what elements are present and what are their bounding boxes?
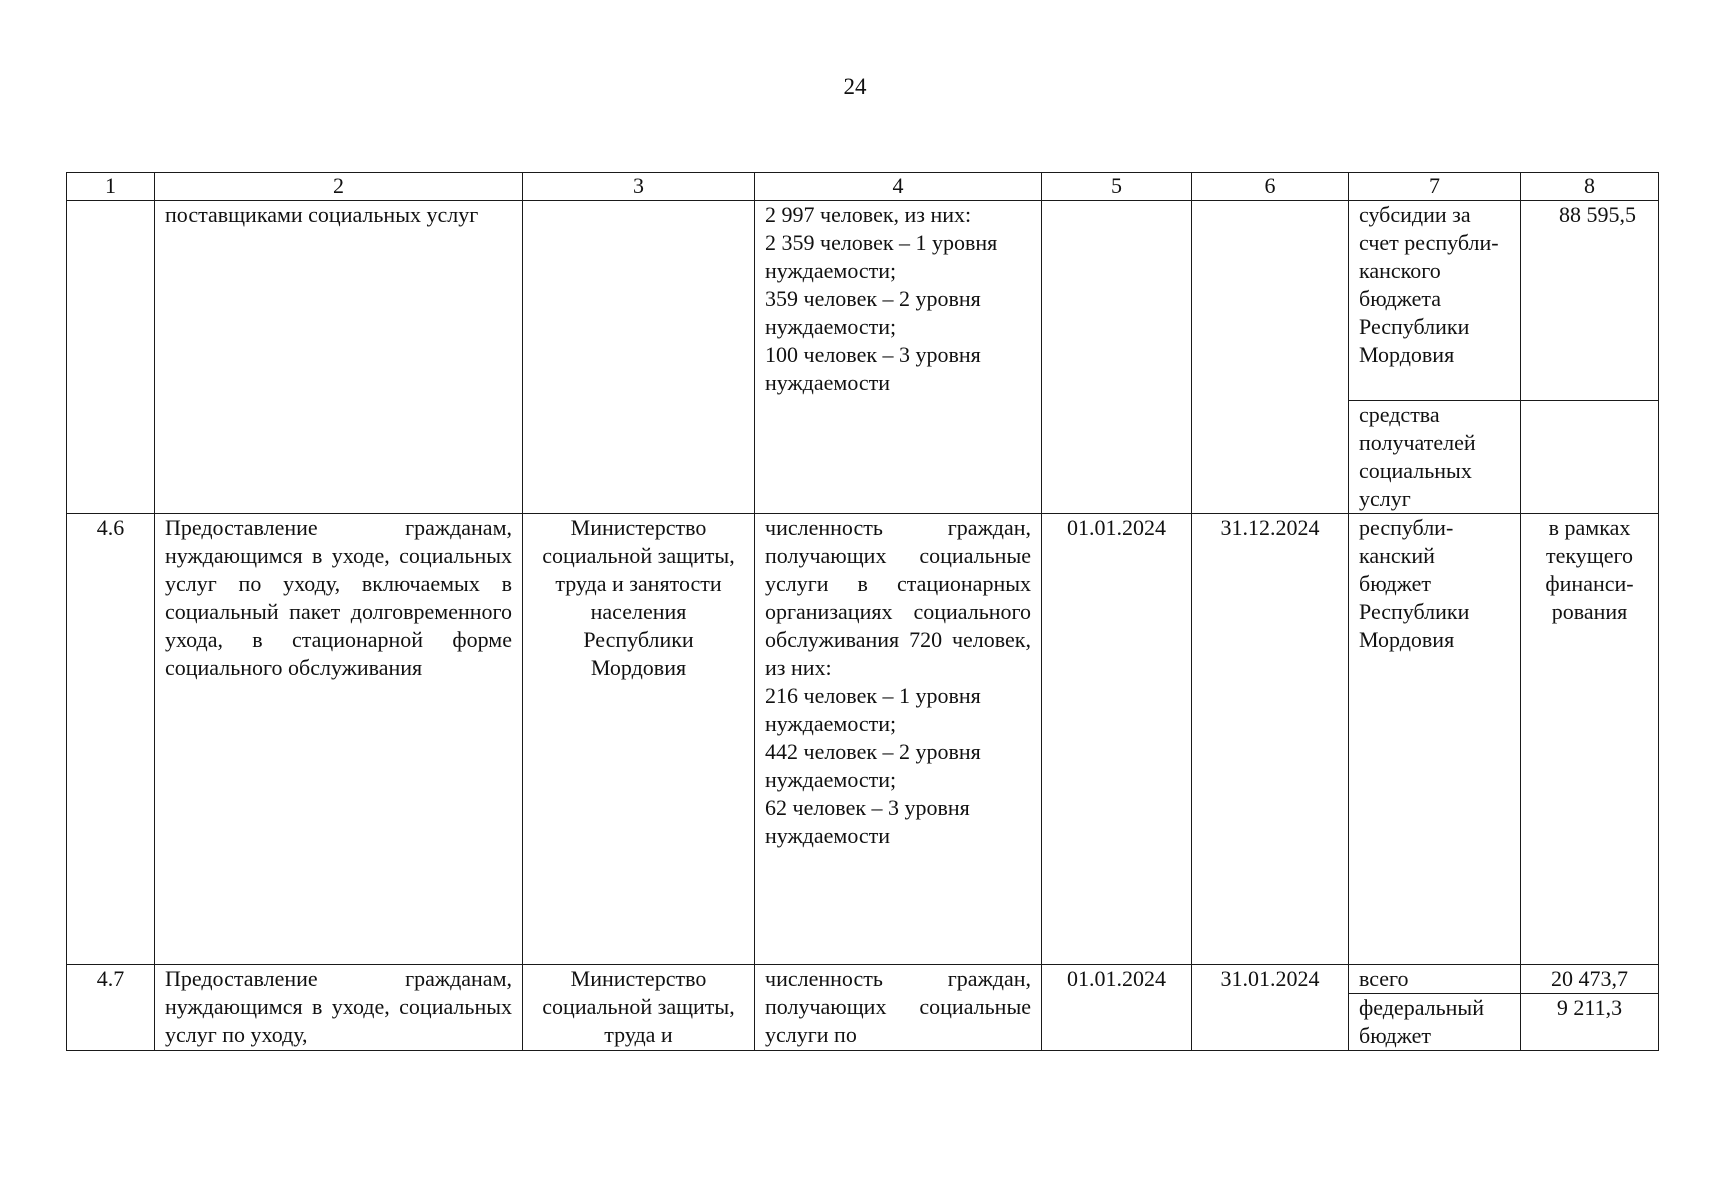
funding-source-cell: субсидии за счет республи-канского бюджета Республики Мордовия: [1349, 201, 1521, 401]
column-header: 4: [755, 173, 1042, 201]
executor-cell: Министерство социальной защиты, труда и занятости населения Республики Мордовия: [523, 514, 755, 965]
indicator-lead: численность граждан, получающих социальные услуги в стационарных организациях социального обслуживания 720 человек, из них:: [765, 515, 1031, 680]
end-date-cell: 31.01.2024: [1192, 965, 1349, 1051]
funding-source-cell: республи-канский бюджет Республики Мордовия: [1349, 514, 1521, 965]
row-number-cell: 4.6: [67, 514, 155, 965]
start-date-cell: [1042, 201, 1192, 514]
indicator-cell: [755, 514, 1042, 965]
event-cell: Предоставление гражданам, нуждающимся в уходе, социальных услуг по уходу,: [155, 965, 523, 1051]
executor-cell: Министерство социальной защиты, труда и: [523, 965, 755, 1051]
funding-source-cell: средства получателей социальных услуг: [1349, 401, 1521, 514]
indicator-cell: 2 997 человек, из них: 2 359 человек – 1 уровня нуждаемости; 359 человек – 2 уровня нуждаемости; 100 человек – 3 уровня нуждаемости: [755, 201, 1042, 514]
funding-amount-cell: [1521, 401, 1659, 514]
column-header: 8: [1521, 173, 1659, 201]
end-date-cell: [1192, 201, 1349, 514]
column-header: 6: [1192, 173, 1349, 201]
funding-source-cell: всего: [1349, 965, 1521, 994]
program-table: [66, 172, 1659, 1051]
start-date-cell: 01.01.2024: [1042, 514, 1192, 965]
column-header: 1: [67, 173, 155, 201]
event-cell: поставщиками социальных услуг: [155, 201, 523, 514]
funding-source-cell: федеральный бюджет: [1349, 994, 1521, 1051]
column-header: 3: [523, 173, 755, 201]
table-row-4-7: [67, 965, 1659, 994]
indicator-cell: численность граждан, получающих социальные услуги по: [755, 965, 1042, 1051]
table-row-continued: [67, 201, 1659, 401]
column-header: 2: [155, 173, 523, 201]
event-cell: Предоставление гражданам, нуждающимся в уходе, социальных услуг по уходу, включаемых в социальный пакет долговременного ухода, в стационарной форме социального обслуживания: [155, 514, 523, 965]
page-number: 24: [843, 74, 867, 99]
funding-amount-cell: 88 595,5: [1521, 201, 1659, 401]
table-row-4-6: [67, 514, 1659, 965]
funding-amount-cell: в рамках текущего финанси-рования: [1521, 514, 1659, 965]
funding-amount-cell: 20 473,7: [1521, 965, 1659, 994]
column-header: 5: [1042, 173, 1192, 201]
column-number-row: [67, 173, 1659, 201]
row-number-cell: 4.7: [67, 965, 155, 1051]
column-header: 7: [1349, 173, 1521, 201]
funding-amount-cell: 9 211,3: [1521, 994, 1659, 1051]
start-date-cell: 01.01.2024: [1042, 965, 1192, 1051]
executor-cell: [523, 201, 755, 514]
indicator-list: 216 человек – 1 уровня нуждаемости; 442 человек – 2 уровня нуждаемости; 62 человек – 3 уровня нуждаемости: [765, 683, 981, 848]
end-date-cell: 31.12.2024: [1192, 514, 1349, 965]
row-number-cell: [67, 201, 155, 514]
